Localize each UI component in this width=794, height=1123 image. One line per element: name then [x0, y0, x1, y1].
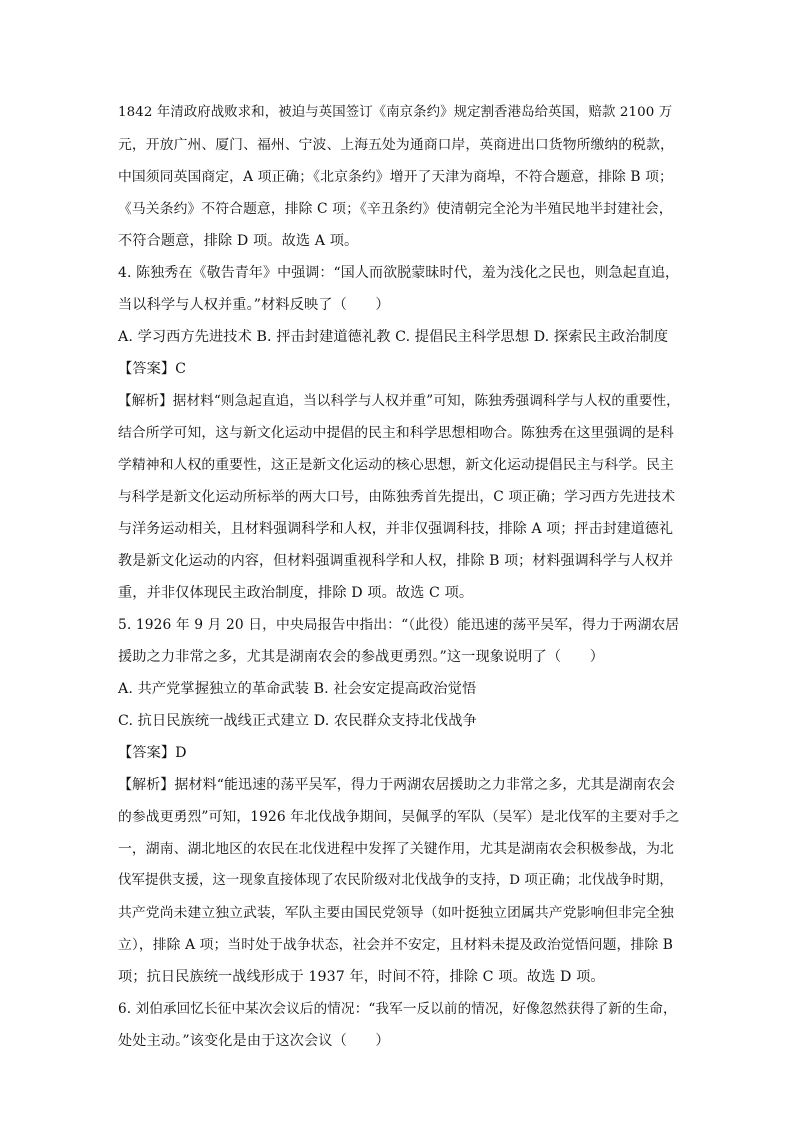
- text-line: 【答案】D: [118, 745, 187, 761]
- text-line: 与洋务运动相关，且材料强调科学和人权，并非仅强调科技，排除 A 项；抨击封建道德礼: [118, 521, 674, 537]
- text-line: 【解析】据材料“则急起直追，当以科学与人权并重”可知，陈独秀强调科学与人权的重要性，: [118, 393, 680, 409]
- text-line: 伐军提供支援，这一现象直接体现了农民阶级对北伐战争的支持，D 项正确；北伐战争时期，: [118, 873, 673, 888]
- text-line: 当以科学与人权并重。”材料反映了（ ）: [118, 297, 390, 313]
- text-line: 【答案】C: [118, 361, 187, 377]
- document-body: [118, 97, 680, 1057]
- text-line: 重，并非仅体现民主政治制度，排除 D 项。故选 C 项。: [118, 585, 474, 601]
- text-line: 处处主动。”该变化是由于这次会议（ ）: [118, 1033, 390, 1049]
- text-line: 4. 陈独秀在《敬告青年》中强调：“国人而欲脱蒙昧时代，羞为浅化之民也，则急起直追，: [118, 265, 680, 281]
- text-line: 【解析】据材料“能迅速的荡平吴军，得力于两湖农居援助之力非常之多，尤其是湖南农会: [118, 777, 676, 793]
- text-line: 1842 年清政府战败求和，被迫与英国签订《南京条约》规定割香港岛给英国，赔款 2100 万: [118, 105, 673, 120]
- text-line: 立），排除 A 项；当时处于战争状态，社会并不安定，且材料未提及政治觉悟问题，排除 B: [118, 937, 673, 953]
- text-line: 项；抗日民族统一战线形成于 1937 年，时间不符，排除 C 项。故选 D 项。: [118, 969, 605, 985]
- text-line: 不符合题意，排除 D 项。故选 A 项。: [118, 233, 359, 249]
- text-line: 中国须同英国商定，A 项正确；《北京条约》增开了天津为商埠，不符合题意，排除 B 项；: [118, 169, 673, 185]
- text-line: 教是新文化运动的内容，但材料强调重视科学和人权，排除 B 项；材料强调科学与人权并: [118, 553, 674, 569]
- text-line: 援助之力非常之多，尤其是湖南农会的参战更勇烈。”这一现象说明了（ ）: [118, 649, 605, 665]
- text-line: 《马关条约》不符合题意，排除 C 项；《辛丑条约》使清朝完全沦为半殖民地半封建社会，: [118, 201, 673, 217]
- text-line: 与科学是新文化运动所标举的两大口号，由陈独秀首先提出，C 项正确；学习西方先进技术: [118, 489, 676, 505]
- text-line: 一，湖南、湖北地区的农民在北伐进程中发挥了关键作用，尤其是湖南农会积极参战，为北: [118, 841, 674, 857]
- text-line: 共产党尚未建立独立武装，军队主要由国民党领导（如叶挺独立团属共产党影响但非完全独: [118, 905, 674, 921]
- text-line: C. 抗日民族统一战线正式建立 D. 农民群众支持北伐战争: [118, 713, 477, 729]
- text-line: A. 学习西方先进技术 B. 抨击封建道德礼教 C. 提倡民主科学思想 D. 探索民主政治制度: [118, 329, 669, 345]
- text-line: 元，开放广州、厦门、福州、宁波、上海五处为通商口岸，英商进出口货物所缴纳的税款，: [118, 137, 674, 153]
- text-line: 结合所学可知，这与新文化运动中提倡的民主和科学思想相吻合。陈独秀在这里强调的是科: [118, 425, 674, 441]
- text-line: 5. 1926 年 9 月 20 日，中央局报告中指出：“（此役）能迅速的荡平吴军，得力于两湖农居: [118, 617, 680, 633]
- text-line: 6. 刘伯承回忆长征中某次会议后的情况：“我军一反以前的情况，好像忽然获得了新的生命，: [118, 1001, 677, 1017]
- text-line: A. 共产党掌握独立的革命武装 B. 社会安定提高政治觉悟: [118, 681, 477, 697]
- text-line: 学精神和人权的重要性，这正是新文化运动的核心思想，新文化运动提倡民主与科学。民主: [118, 457, 674, 473]
- text-line: 的参战更勇烈”可知，1926 年北伐战争期间，吴佩孚的军队（吴军）是北伐军的主要对手之: [118, 809, 680, 825]
